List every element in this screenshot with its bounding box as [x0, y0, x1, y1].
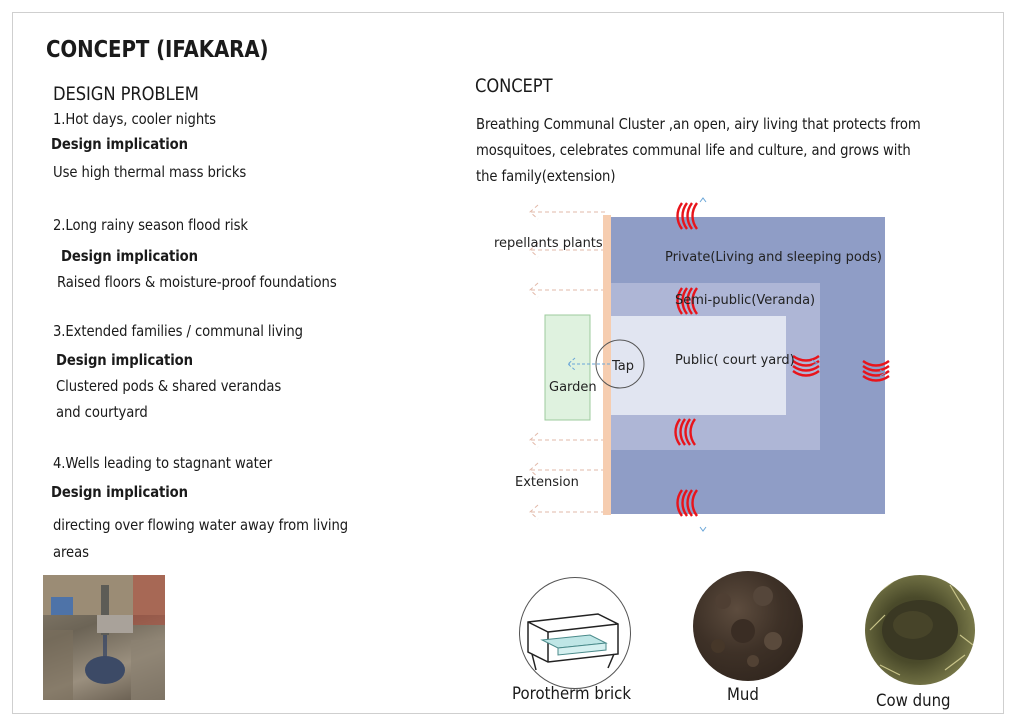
implication-2: Raised floors & moisture-proof foundations — [57, 273, 337, 291]
porotherm-brick-circle — [519, 577, 631, 689]
concept-line-2: mosquitoes, celebrates communal life and culture, and grows with — [476, 141, 911, 159]
concept-line-3: the family(extension) — [476, 167, 616, 185]
brick-sketch-icon — [520, 578, 630, 688]
problem-2: 2.Long rainy season flood risk — [53, 216, 248, 234]
implication-label-2: Design implication — [61, 247, 198, 265]
implication-3a: Clustered pods & shared verandas — [56, 377, 282, 395]
garden-label: Garden — [549, 380, 597, 395]
problem-4: 4.Wells leading to stagnant water — [53, 454, 273, 472]
concept-heading: CONCEPT — [475, 75, 553, 97]
garden-zone — [545, 315, 590, 420]
mud-texture — [693, 571, 803, 681]
cow-dung-texture — [865, 575, 975, 685]
implication-label-4: Design implication — [51, 483, 188, 501]
cow-dung-label: Cow dung — [876, 691, 951, 711]
porotherm-brick-label: Porotherm brick — [512, 684, 632, 704]
mud-circle — [693, 571, 803, 681]
implication-label-1: Design implication — [51, 135, 188, 153]
implication-4a: directing over flowing water away from living — [53, 516, 349, 534]
implication-1: Use high thermal mass bricks — [53, 163, 247, 181]
implication-3b: and courtyard — [56, 403, 148, 421]
semi-public-label: Semi-public(Veranda) — [675, 293, 816, 308]
public-label: Public( court yard) — [675, 353, 795, 368]
problem-3: 3.Extended families / communal living — [53, 322, 303, 340]
page-title: CONCEPT (IFAKARA) — [46, 37, 269, 63]
cow-dung-circle — [865, 575, 975, 685]
implication-4b: areas — [53, 543, 89, 561]
extension-label: Extension — [515, 475, 579, 490]
problem-1: 1.Hot days, cooler nights — [53, 110, 216, 128]
implication-label-3: Design implication — [56, 351, 193, 369]
concept-line-1: Breathing Communal Cluster ,an open, airy living that protects from — [476, 115, 921, 133]
private-label: Private(Living and sleeping pods) — [665, 250, 882, 265]
design-problem-heading: DESIGN PROBLEM — [53, 83, 199, 105]
tap-label: Tap — [612, 359, 635, 374]
mud-label: Mud — [727, 685, 759, 705]
repellant-strip — [603, 215, 611, 515]
repellants-label: repellants plants — [494, 236, 603, 251]
